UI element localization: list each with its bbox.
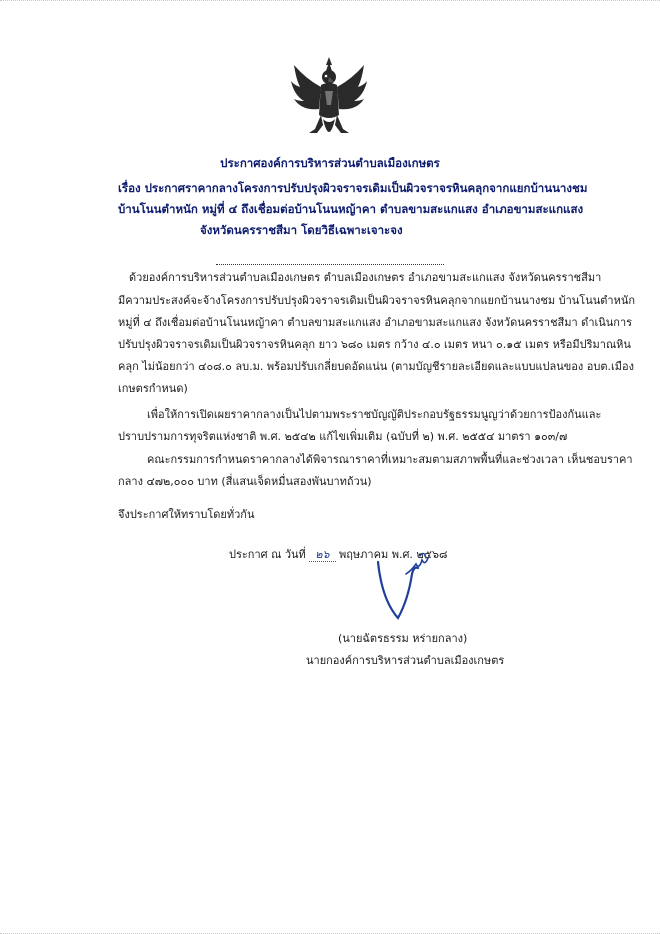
para2-line-2: ปราบปรามการทุจริตแห่งชาติ พ.ศ. ๒๕๔๒ แก้ไขเพิ่มเติม (ฉบับที่ ๒) พ.ศ. ๒๕๕๔ มาตรา ๑๐๓/๗: [118, 430, 568, 443]
date-month-year: พฤษภาคม พ.ศ. ๒๕๖๘: [339, 548, 448, 561]
scan-edge-top: [0, 0, 660, 11]
date-day: ๒๖: [309, 548, 335, 562]
signatory-name: (นายฉัตรธรรม หร่ายกลาง): [338, 632, 468, 645]
signatory-position: นายกองค์การบริหารส่วนตำบลเมืองเกษตร: [306, 654, 505, 667]
para3-line-1: คณะกรรมการกำหนดราคากลางได้พิจารณาราคาที่เหมาะสมตามสภาพพื้นที่และช่วงเวลา เห็นชอบราคา: [147, 453, 633, 466]
handwritten-signature: [362, 548, 442, 620]
para1-line-4: ปรับปรุงผิวจราจรเดิมเป็นผิวจราจรหินคลุก ยาว ๖๘๐ เมตร กว้าง ๔.๐ เมตร หนา ๐.๑๕ เมตร หรือมีปริมาณหิน: [118, 338, 631, 351]
scan-edge-bottom: [0, 923, 660, 934]
para1-line-5: คลุก ไม่น้อยกว่า ๔๐๘.๐ ลบ.ม. พร้อมปรับเกลี่ยบดอัดแน่น (ตามบัญชีรายละเอียดและแบบแปลนของ อบต.เมือง: [118, 360, 634, 373]
document-title: ประกาศองค์การบริหารส่วนตำบลเมืองเกษตร: [220, 156, 440, 170]
para3-line-2: กลาง ๔๗๒,๐๐๐ บาท (สี่แสนเจ็ดหมื่นสองพันบาทถ้วน): [118, 475, 372, 488]
para1-line-3: หมู่ที่ ๔ ถึงเชื่อมต่อบ้านโนนหญ้าคา ตำบลขามสะแกแสง อำเภอขามสะแกแสง จังหวัดนครราชสีมา ดำเนินการ: [118, 316, 633, 329]
announcement-line: จึงประกาศให้ทราบโดยทั่วกัน: [118, 508, 255, 521]
garuda-emblem: [290, 55, 368, 147]
para1-line-6: เกษตรกำหนด): [118, 382, 188, 395]
dotted-divider: [216, 264, 444, 265]
subject-line-3: จังหวัดนครราชสีมา โดยวิธีเฉพาะเจาะจง: [200, 223, 403, 237]
date-prefix: ประกาศ ณ วันที่: [229, 548, 306, 561]
para1-line-1: ด้วยองค์การบริหารส่วนตำบลเมืองเกษตร ตำบลเมืองเกษตร อำเภอขามสะแกแสง จังหวัดนครราชสีมา: [129, 271, 602, 284]
subject-line-2: บ้านโนนตำหนัก หมู่ที่ ๔ ถึงเชื่อมต่อบ้านโนนหญ้าคา ตำบลขามสะแกแสง อำเภอขามสะแกแสง: [118, 202, 584, 216]
para2-line-1: เพื่อให้การเปิดเผยราคากลางเป็นไปตามพระราชบัญญัติประกอบรัฐธรรมนูญว่าด้วยการป้องกันและ: [147, 408, 602, 421]
subject-line-1: เรื่อง ประกาศราคากลางโครงการปรับปรุงผิวจราจรเดิมเป็นผิวจราจรหินคลุกจากแยกบ้านนางชม: [118, 181, 588, 195]
para1-line-2: มีความประสงค์จะจ้างโครงการปรับปรุงผิวจราจรเดิมเป็นผิวจราจรหินคลุกจากแยกบ้านนางชม บ้านโนนตำหนัก: [118, 294, 635, 307]
